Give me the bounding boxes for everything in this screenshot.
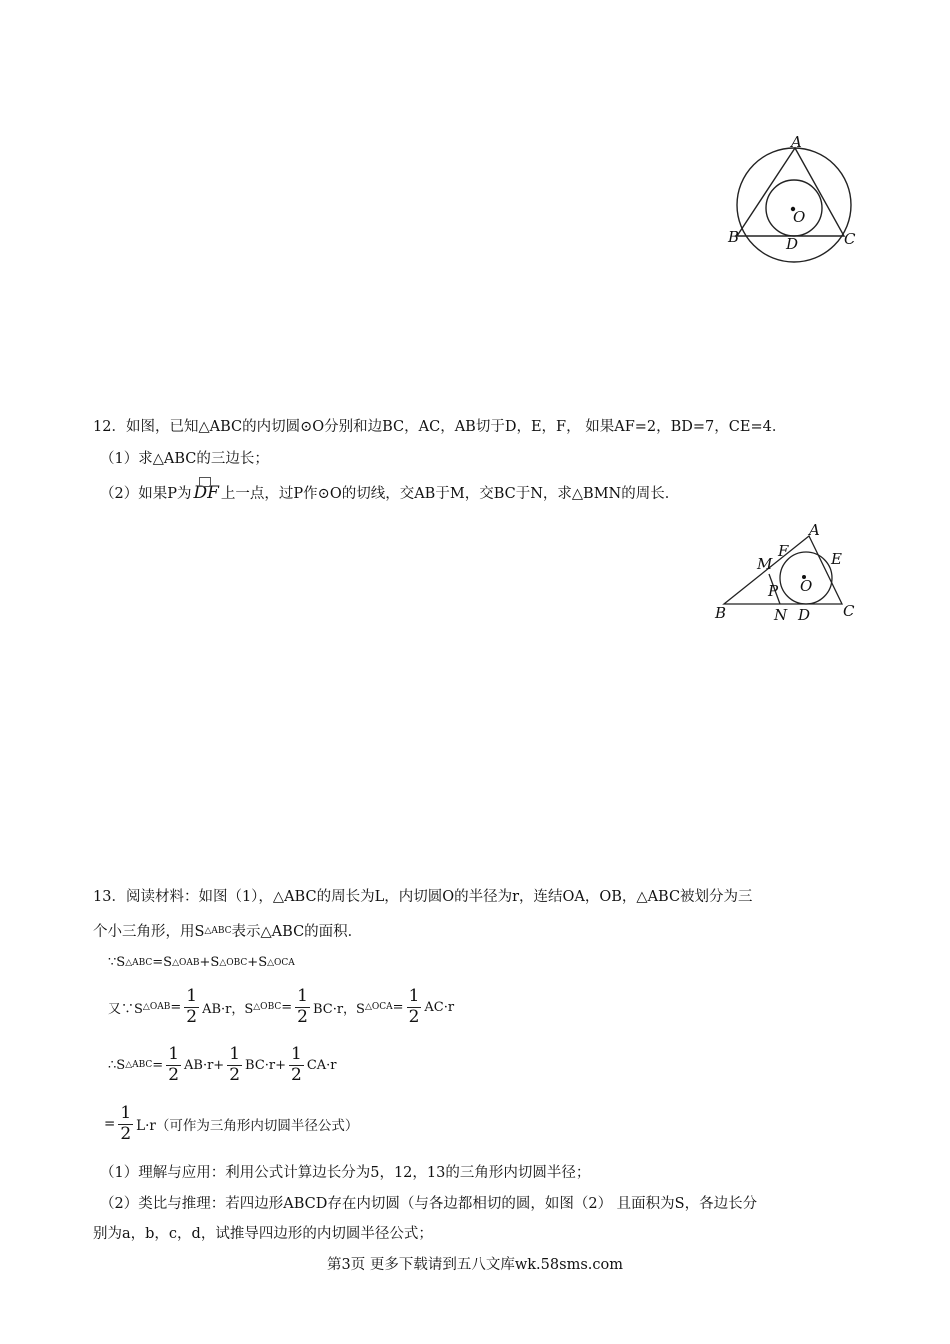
q13-line2: 个小三角形，用S △ABC 表示△ABC的面积． (93, 924, 363, 940)
label-e: E (831, 550, 842, 568)
label-f: F (778, 542, 789, 560)
figure-incircle-triangle (712, 524, 862, 624)
fraction-half: $\frac{1}{2}$ (291, 1044, 302, 1085)
label-a: A (809, 524, 820, 539)
label-c: C (844, 230, 856, 248)
label-b: B (715, 604, 727, 622)
page-footer: 第3页 更多下载请到五八文库wk.58sms.com (327, 1257, 623, 1273)
q13-formula-3: ∴S △ABC = $\frac{1}{2}$ AB·r+ $\frac{1}{2}$ BC·r+ $\frac{1}{2}$ CA·r (108, 1044, 337, 1085)
label-n: N (774, 606, 788, 624)
label-o: O (800, 577, 813, 595)
figure-circle-triangle (724, 134, 864, 276)
q13-formula-4: = $\frac{1}{2}$ L·r（可作为三角形内切圆半径公式） (104, 1103, 359, 1144)
q13-part2-line2: 别为a，b，c，d，试推导四边形的内切圆半径公式； (93, 1226, 433, 1242)
q12-stem: 12．如图，已知△ABC的内切圆⊙O分别和边BC，AC，AB切于D，E，F， 如果AF=2，BD=7，CE=4． (93, 419, 787, 435)
label-b: B (728, 228, 740, 246)
fraction-half: $\frac{1}{2}$ (297, 986, 308, 1027)
q13-formula-1: ∵S △ABC =S △OAB +S △OBC +S △OCA (108, 955, 295, 970)
label-p: P (768, 582, 779, 600)
label-m: M (757, 555, 773, 573)
q13-formula-2: 又∵S △OAB = $\frac{1}{2}$ AB·r，S △OBC = $\frac{1}{2}$ BC·r，S △OCA = $\frac{1}{2}$ AC·r (108, 986, 455, 1027)
label-o: O (793, 208, 806, 226)
fraction-half: $\frac{1}{2}$ (168, 1044, 180, 1085)
q12-part2 (100, 482, 679, 503)
label-c: C (843, 602, 855, 620)
label-d: D (798, 606, 811, 624)
q13-part2-line1: （2）类比与推理：若四边形ABCD存在内切圆（与各边都相切的圆，如图（2） 且面积为S，各边长分 (100, 1196, 758, 1212)
q13-part1: （1）理解与应用：利用公式计算边长分为5，12，13的三角形内切圆半径； (100, 1165, 591, 1181)
q12-part2-a: （2）如果P为 (100, 486, 192, 502)
fraction-half: $\frac{1}{2}$ (229, 1044, 241, 1085)
arc-df: DF (193, 482, 219, 503)
fraction-half: $\frac{1}{2}$ (408, 986, 420, 1027)
fraction-half: $\frac{1}{2}$ (120, 1103, 132, 1144)
label-d: D (786, 235, 799, 253)
q12-part1: （1）求△ABC的三边长； (100, 451, 269, 467)
fraction-half: $\frac{1}{2}$ (186, 986, 198, 1027)
q13-line1: 13．阅读材料：如图（1），△ABC的周长为L，内切圆O的半径为r，连结OA，OB，△ABC被划分为三 (93, 889, 753, 905)
label-a: A (791, 134, 802, 151)
q12-part2-b: 上一点，过P作⊙O的切线，交AB于M，交BC于N，求△BMN的周长． (220, 486, 680, 502)
triangle-abc (737, 148, 844, 236)
